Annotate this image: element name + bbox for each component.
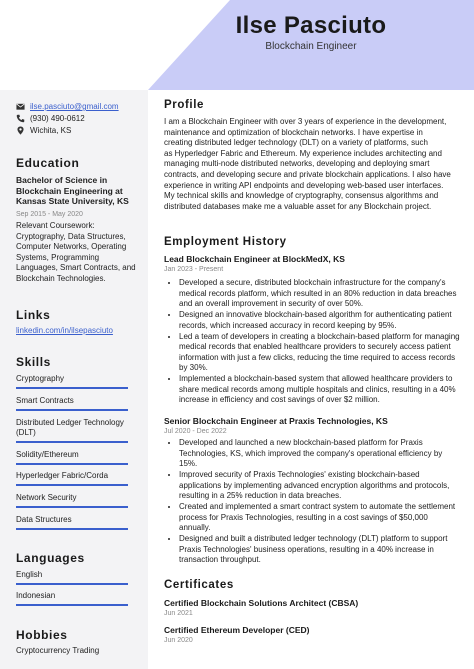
certificate-name: Certified Ethereum Developer (CED): [164, 625, 310, 635]
skill-level-bar: [16, 387, 128, 389]
job-bullet: • Developed a secure, distributed blockchain infrastructure for the company's medical records platform, which resulted in an 80% reduction in data breaches and an overall improvement in security of over 50%.: [179, 278, 460, 310]
coursework-line: Cryptography, Data Structures,: [16, 231, 126, 241]
degree-line: Blockchain Engineering at: [16, 185, 123, 196]
profile-line: distributed databases make me a valuable asset for any Blockchain project.: [164, 201, 432, 211]
job-bullet: • Created and implemented a smart contract system to automate the settlement process for Praxis Technologies, resulting in a cost savings of $50,000 annually.: [179, 502, 460, 534]
skill-level-bar: [16, 484, 128, 486]
coursework-line: Languages, Smart Contracts, and: [16, 263, 136, 272]
profile-line: contracts, and developing secure and private blockchain applications. I also have: [164, 169, 451, 179]
skill-level-fill: [16, 463, 128, 465]
job-dates: Jul 2020 - Dec 2022: [164, 428, 227, 435]
skill-name: [16, 418, 128, 438]
job-title: Senior Blockchain Engineer at Praxis Technologies, KS: [164, 416, 388, 426]
employment-heading: Employment History: [164, 236, 287, 248]
phone-text: (930) 490-0612: [30, 114, 85, 123]
skill-level-fill: [16, 441, 128, 443]
skill-level-bar: [16, 441, 128, 443]
skill-name: Cryptography: [16, 374, 65, 383]
map-pin-icon: [16, 126, 25, 135]
candidate-title: Blockchain Engineer: [265, 41, 357, 52]
language-level-fill: [16, 583, 128, 585]
education-coursework: [16, 221, 138, 284]
job-title: Lead Blockchain Engineer at BlockMedX, KS: [164, 254, 345, 264]
profile-heading: Profile: [164, 99, 204, 111]
skill-name-line: (DLT): [16, 428, 36, 437]
contact-location-row: [16, 126, 71, 135]
hobbies-heading: Hobbies: [16, 628, 68, 642]
contact-phone-row: [16, 114, 85, 123]
coursework-line: Computer Networks, Operating: [16, 242, 127, 251]
candidate-name: Ilse Pasciuto: [235, 12, 387, 39]
certificate-date: Jun 2020: [164, 637, 193, 644]
job-bullet: • Designed an innovative blockchain-based algorithm for authenticating patient records, which increased accuracy in record keeping by 95%.: [179, 310, 460, 331]
skills-heading: Skills: [16, 355, 51, 369]
skill-name: Hyperledger Fabric/Corda: [16, 471, 109, 480]
job-bullet: • Implemented a blockchain-based system that allowed healthcare providers to share medical records among multiple hospitals and clinics, resulting in a 40% increase in efficiency and cost savings of over $2 million.: [179, 374, 460, 406]
job-bullets: [164, 438, 460, 566]
skill-level-fill: [16, 506, 128, 508]
coursework-line: Blockchain Technologies.: [16, 273, 106, 283]
profile-summary: [164, 117, 460, 212]
envelope-icon: [16, 102, 25, 111]
location-text: Wichita, KS: [30, 126, 72, 135]
language-level-fill: [16, 604, 128, 606]
email-link[interactable]: ilse.pasciuto@gmail.com: [30, 102, 119, 111]
language-name: Indonesian: [16, 591, 56, 600]
contact-email-row[interactable]: [16, 102, 119, 111]
certificate-name: Certified Blockchain Solutions Architect (CBSA): [164, 598, 359, 608]
skill-level-fill: [16, 484, 128, 486]
skill-level-bar: [16, 409, 128, 411]
education-heading: Education: [16, 156, 80, 170]
coursework-line: Systems, Programming: [16, 252, 100, 262]
linkedin-row[interactable]: [16, 326, 138, 337]
skill-level-bar: [16, 463, 128, 465]
language-level-bar: [16, 583, 128, 585]
skill-level-fill: [16, 387, 128, 389]
job-bullet: • Improved security of Praxis Technologies' existing blockchain-based applications by implementing advanced encryption algorithms and protocols, resulting in a 25% reduction in data breaches.: [179, 470, 460, 502]
skill-name: Smart Contracts: [16, 396, 74, 405]
education-dates: Sep 2015 - May 2020: [16, 211, 83, 218]
skill-name: Solidity/Ethereum: [16, 450, 79, 459]
skill-name: Data Structures: [16, 515, 72, 524]
hobby-item: Cryptocurrency Trading: [16, 646, 100, 655]
skill-name: Network Security: [16, 493, 77, 502]
job-bullet: • Led a team of developers in creating a blockchain-based platform for managing medical records that enabled healthcare providers to securely access patient information with just a few clicks, reducing the time required to access records by 30%.: [179, 332, 460, 374]
job-bullets: [164, 278, 460, 406]
certificate-date: Jun 2021: [164, 610, 193, 617]
job-dates: Jan 2023 - Present: [164, 266, 224, 273]
skill-name-line: Distributed Ledger Technology: [16, 418, 124, 427]
education-degree: [16, 175, 138, 207]
profile-line: as Hyperledger Fabric and Ethereum. My experience includes architecting and: [164, 148, 442, 158]
profile-line: maintenance and optimization of blockchain networks. I have expertise in: [164, 127, 423, 137]
profile-line: managing multi-node distributed networks, developing and deploying smart: [164, 159, 430, 169]
profile-line: My technical skills and knowledge of cryptography, consensus algorithms and: [164, 191, 439, 201]
skill-level-bar: [16, 528, 128, 530]
degree-line: Bachelor of Science in: [16, 175, 108, 185]
links-heading: Links: [16, 308, 51, 322]
skill-level-bar: [16, 506, 128, 508]
skill-level-fill: [16, 409, 128, 411]
languages-heading: Languages: [16, 551, 85, 565]
language-name: English: [16, 570, 43, 579]
skill-level-fill: [16, 528, 128, 530]
certificates-heading: Certificates: [164, 579, 234, 591]
profile-line: creating distributed ledger technology (DLT) on a variety of platforms, such: [164, 138, 428, 148]
language-level-bar: [16, 604, 128, 606]
coursework-line: Relevant Coursework:: [16, 221, 95, 230]
linkedin-link[interactable]: linkedin.com/in/ilsepasciuto: [16, 326, 113, 335]
profile-line: I am a Blockchain Engineer with over 3 years of experience in the development,: [164, 117, 447, 126]
job-bullet: • Designed and built a distributed ledger technology (DLT) platform to support Praxis Technologies' business operations, resulting in a 40% increase in transaction throughput.: [179, 534, 460, 566]
degree-line: Kansas State University, KS: [16, 196, 129, 206]
profile-line: experience in writing API endpoints and developing web-based user interfaces.: [164, 180, 444, 190]
job-bullet: • Developed and launched a new blockchain-based platform for Praxis Technologies, KS, which improved the company's operational efficiency by 15%.: [179, 438, 460, 470]
phone-icon: [16, 114, 25, 123]
